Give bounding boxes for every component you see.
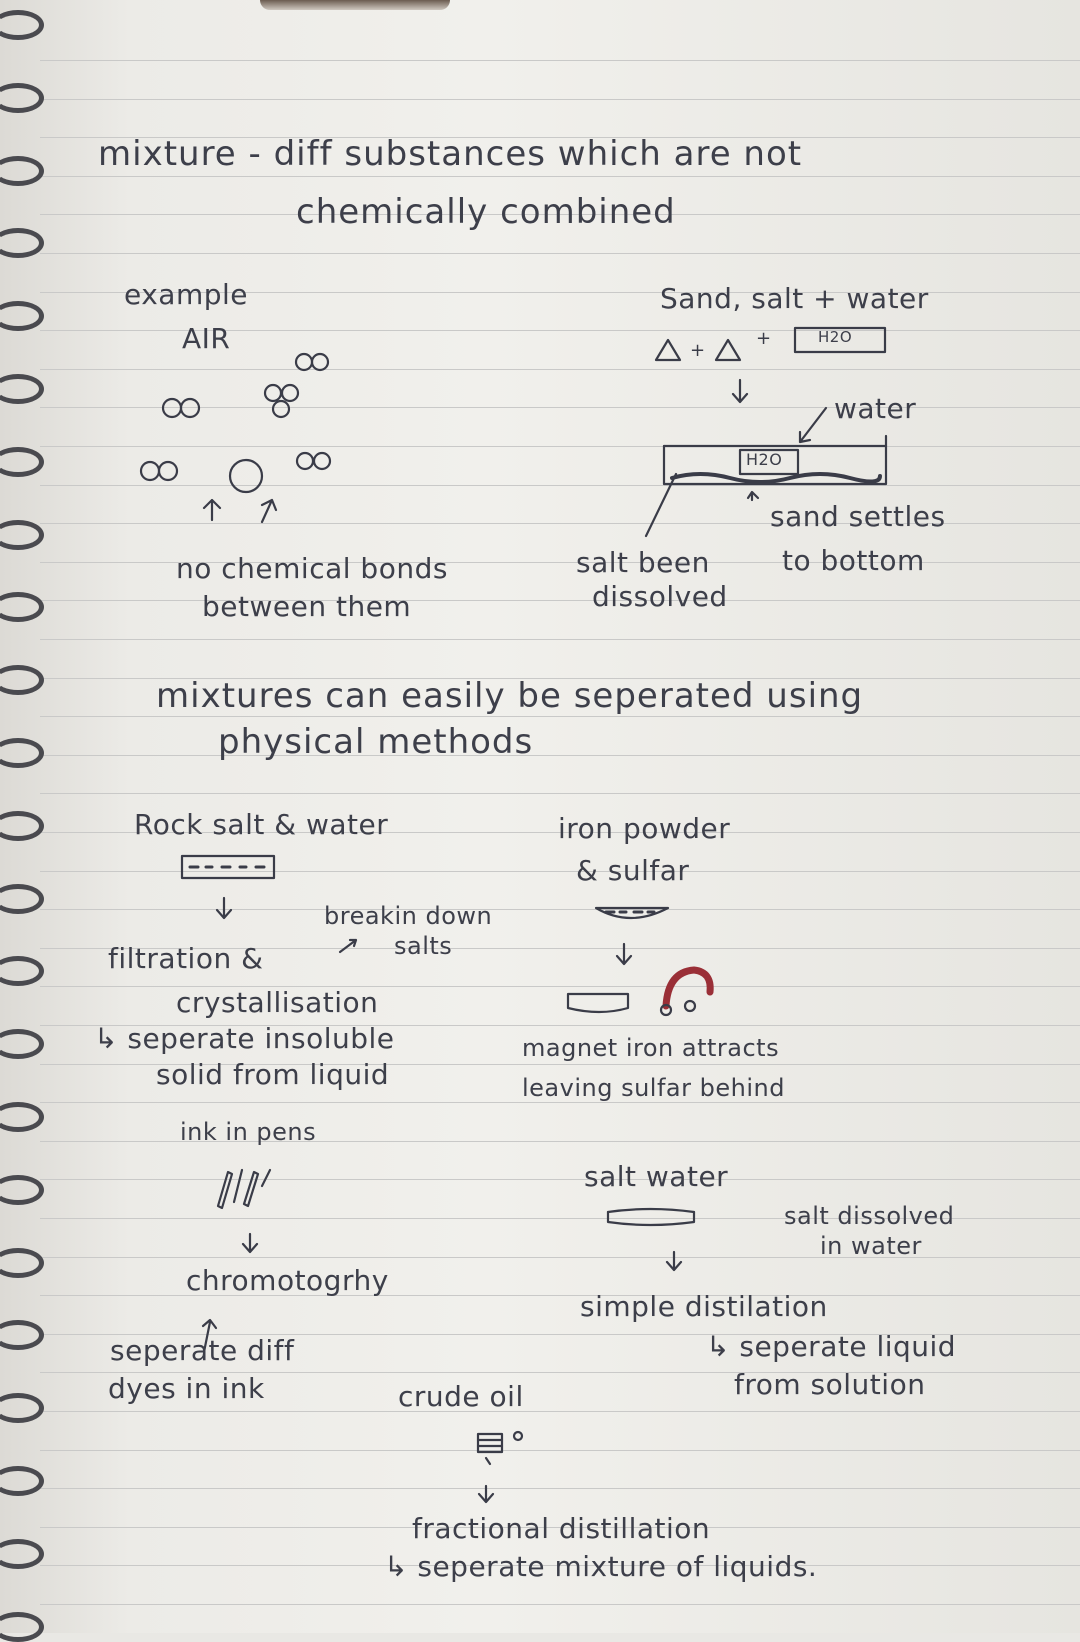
- salt-dissolved-line2: dissolved: [592, 580, 728, 613]
- salt-dissolved-line1: salt been: [576, 546, 710, 579]
- solid-from-liquid-label: solid from liquid: [156, 1058, 390, 1091]
- salt-water-drawing: [608, 1209, 694, 1270]
- iron-sulfur-drawing: [568, 908, 710, 1015]
- svg-text:+: +: [756, 328, 772, 349]
- seperate-liquid-label: ↳ seperate liquid: [706, 1330, 957, 1363]
- svg-text:+: +: [690, 340, 706, 361]
- seperate-mixture-label: ↳ seperate mixture of liquids.: [384, 1550, 818, 1583]
- magnet-line1: magnet iron attracts: [522, 1034, 780, 1062]
- salts-label: salts: [394, 932, 453, 960]
- sand-settles-line2: to bottom: [782, 544, 925, 577]
- iron-powder-label: iron powder: [558, 812, 731, 845]
- pens-drawing: [203, 1170, 270, 1352]
- salt-dissolved-in-water-line2: in water: [820, 1232, 922, 1260]
- sand-settles-line1: sand settles: [770, 500, 946, 533]
- air-molecules-drawing: [141, 354, 330, 522]
- salt-water-label: salt water: [584, 1160, 729, 1193]
- breakin-down-label: breakin down: [324, 902, 493, 930]
- physical-methods-line1: mixtures can easily be seperated using: [156, 676, 864, 716]
- h2o-box-2: H2O: [746, 450, 783, 469]
- fractional-distillation-label: fractional distillation: [412, 1512, 711, 1545]
- example-label: example: [124, 278, 249, 311]
- water-label: water: [834, 392, 917, 425]
- from-solution-label: from solution: [734, 1368, 926, 1401]
- physical-methods-line2: physical methods: [218, 722, 534, 762]
- seperate-dyes-line1: seperate diff: [110, 1334, 295, 1367]
- crude-oil-drawing: [478, 1432, 522, 1502]
- crude-oil-label: crude oil: [398, 1380, 524, 1413]
- air-label: AIR: [182, 322, 231, 355]
- crystallisation-label: crystallisation: [176, 986, 379, 1019]
- filtration-label: filtration &: [108, 942, 264, 975]
- seperate-dyes-line2: dyes in ink: [108, 1372, 265, 1405]
- definition-line2: chemically combined: [296, 192, 676, 232]
- no-bonds-line2: between them: [202, 590, 412, 623]
- simple-distillation-label: simple distilation: [580, 1290, 828, 1323]
- no-bonds-line1: no chemical bonds: [176, 552, 448, 585]
- h2o-box-1: H2O: [818, 328, 853, 346]
- sand-salt-water-label: Sand, salt + water: [660, 282, 929, 315]
- and-sulfur-label: & sulfar: [576, 854, 690, 887]
- salt-dissolved-in-water-line1: salt dissolved: [784, 1202, 955, 1230]
- ink-in-pens-label: ink in pens: [180, 1118, 317, 1146]
- magnet-line2: leaving sulfar behind: [522, 1074, 785, 1102]
- chromatography-label: chromotogrhy: [186, 1264, 389, 1297]
- seperate-insoluble-label: ↳ seperate insoluble: [94, 1022, 395, 1055]
- rock-salt-label: Rock salt & water: [134, 808, 389, 841]
- definition-line1: mixture - diff substances which are not: [98, 134, 803, 174]
